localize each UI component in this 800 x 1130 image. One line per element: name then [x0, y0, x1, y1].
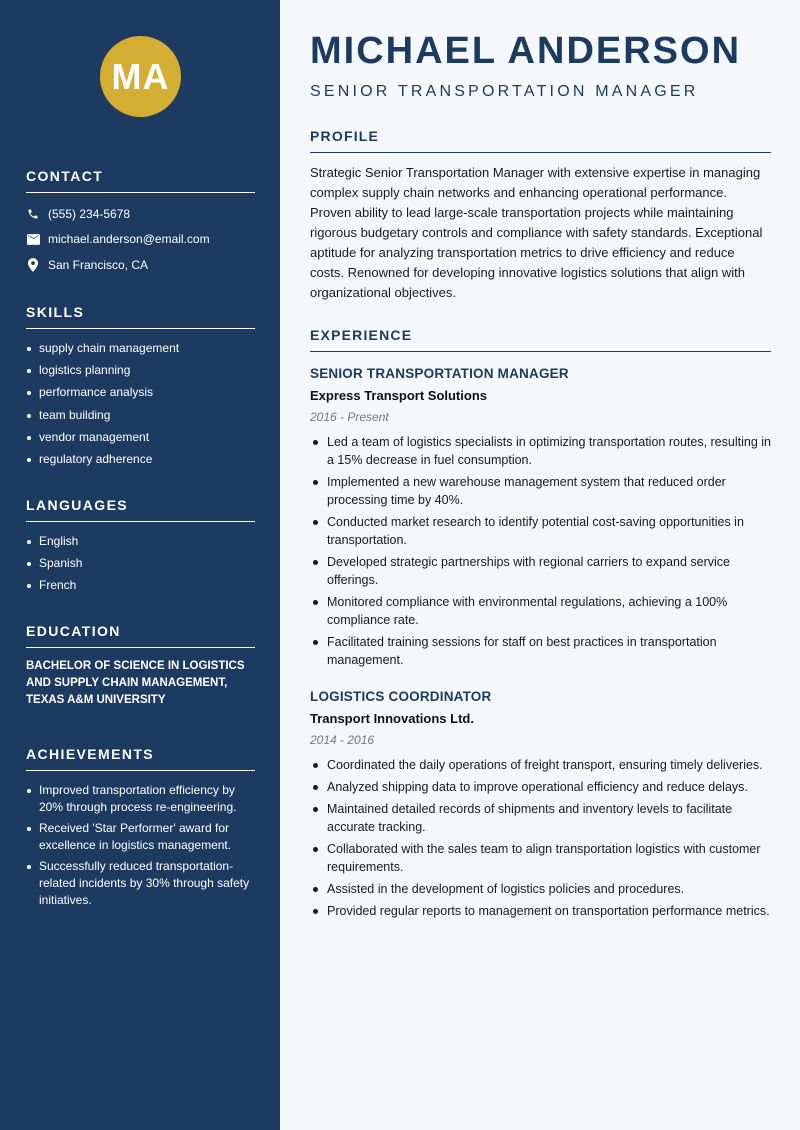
languages-section	[26, 497, 255, 600]
achievement-item: Received 'Star Performer' award for excellence in logistics management.	[26, 820, 255, 854]
location-text: San Francisco, CA	[48, 257, 149, 272]
skill-item: performance analysis	[26, 384, 255, 401]
education-section	[26, 623, 255, 709]
job-bullet: Assisted in the development of logistics policies and procedures.	[310, 880, 771, 898]
achievements-list	[26, 782, 255, 909]
job-bullet: Developed strategic partnerships with regional carriers to expand service offerings.	[310, 553, 771, 589]
job-entry	[310, 366, 771, 673]
company-name: Express Transport Solutions	[310, 388, 487, 403]
experience-heading: EXPERIENCE	[310, 327, 771, 352]
skill-item: vendor management	[26, 429, 255, 446]
company-name: Transport Innovations Ltd.	[310, 711, 474, 726]
job-bullet: Led a team of logistics specialists in optimizing transportation routes, resulting in a 15% decrease in fuel consumption.	[310, 433, 771, 469]
contact-phone	[26, 205, 255, 222]
job-bullet: Provided regular reports to management on transportation performance metrics.	[310, 902, 771, 920]
contact-heading: CONTACT	[26, 168, 255, 193]
profile-section	[310, 128, 771, 303]
job-bullet: Collaborated with the sales team to align transportation logistics with customer requirements.	[310, 840, 771, 876]
avatar-initials: MA	[111, 55, 170, 97]
language-item: French	[26, 577, 255, 594]
phone-icon	[26, 207, 40, 221]
skill-item: team building	[26, 407, 255, 424]
achievement-item: Improved transportation efficiency by 20% through process re-engineering.	[26, 782, 255, 816]
phone-text: (555) 234-5678	[48, 206, 131, 221]
job-title: LOGISTICS COORDINATOR	[310, 689, 492, 704]
language-item: English	[26, 533, 255, 550]
achievements-heading: ACHIEVEMENTS	[26, 746, 255, 771]
job-bullet: Coordinated the daily operations of freight transport, ensuring timely deliveries.	[310, 756, 771, 774]
contact-section	[26, 168, 255, 282]
job-title: SENIOR TRANSPORTATION MANAGER	[310, 366, 569, 381]
skill-item: regulatory adherence	[26, 451, 255, 468]
candidate-name: MICHAEL ANDERSON	[310, 30, 742, 72]
languages-heading: LANGUAGES	[26, 497, 255, 522]
job-dates: 2016 - Present	[310, 410, 389, 424]
candidate-title: SENIOR TRANSPORTATION MANAGER	[310, 83, 699, 100]
language-item: Spanish	[26, 555, 255, 572]
achievements-section	[26, 746, 255, 913]
contact-email	[26, 231, 255, 248]
job-bullet: Conducted market research to identify potential cost-saving opportunities in transportation.	[310, 513, 771, 549]
profile-heading: PROFILE	[310, 128, 771, 153]
job-dates: 2014 - 2016	[310, 733, 375, 747]
experience-section	[310, 327, 771, 352]
skills-heading: SKILLS	[26, 304, 255, 329]
email-text: michael.anderson@email.com	[48, 232, 210, 246]
contact-location	[26, 256, 255, 273]
job-bullets	[310, 756, 771, 920]
job-bullet: Monitored compliance with environmental regulations, achieving a 100% compliance rate.	[310, 593, 771, 629]
contact-list	[26, 205, 255, 273]
profile-text: Strategic Senior Transportation Manager with extensive expertise in managing complex supply chain networks and enhancing operational performance. Proven ability to lead large-scale transportation projects while maintaining rigorous budgetary controls and compliance with safety standards. Exceptional aptitude for analyzing transportation metrics to drive efficiency and reduce costs. Renowned for developing innovative logistics solutions that align with organizational objectives.	[310, 165, 763, 300]
education-degree: BACHELOR OF SCIENCE IN LOGISTICS AND SUPPLY CHAIN MANAGEMENT, TEXAS A&M UNIVERSITY	[26, 660, 245, 706]
achievement-item: Successfully reduced transportation-related incidents by 30% through safety initiatives.	[26, 858, 255, 909]
skill-item: supply chain management	[26, 340, 255, 357]
job-bullet: Analyzed shipping data to improve operational efficiency and reduce delays.	[310, 778, 771, 796]
languages-list	[26, 533, 255, 594]
job-entry	[310, 689, 771, 924]
job-bullet: Facilitated training sessions for staff on best practices in transportation management.	[310, 633, 771, 669]
skills-section	[26, 304, 255, 473]
education-heading: EDUCATION	[26, 623, 255, 648]
skills-list	[26, 340, 255, 468]
job-bullet: Implemented a new warehouse management system that reduced order processing time by 40%.	[310, 473, 771, 509]
email-icon	[26, 232, 40, 246]
location-pin-icon	[26, 258, 40, 272]
skill-item: logistics planning	[26, 362, 255, 379]
sidebar	[0, 0, 280, 1130]
job-bullet: Maintained detailed records of shipments and inventory levels to facilitate accurate tracking.	[310, 800, 771, 836]
avatar	[100, 36, 181, 117]
job-bullets	[310, 433, 771, 669]
